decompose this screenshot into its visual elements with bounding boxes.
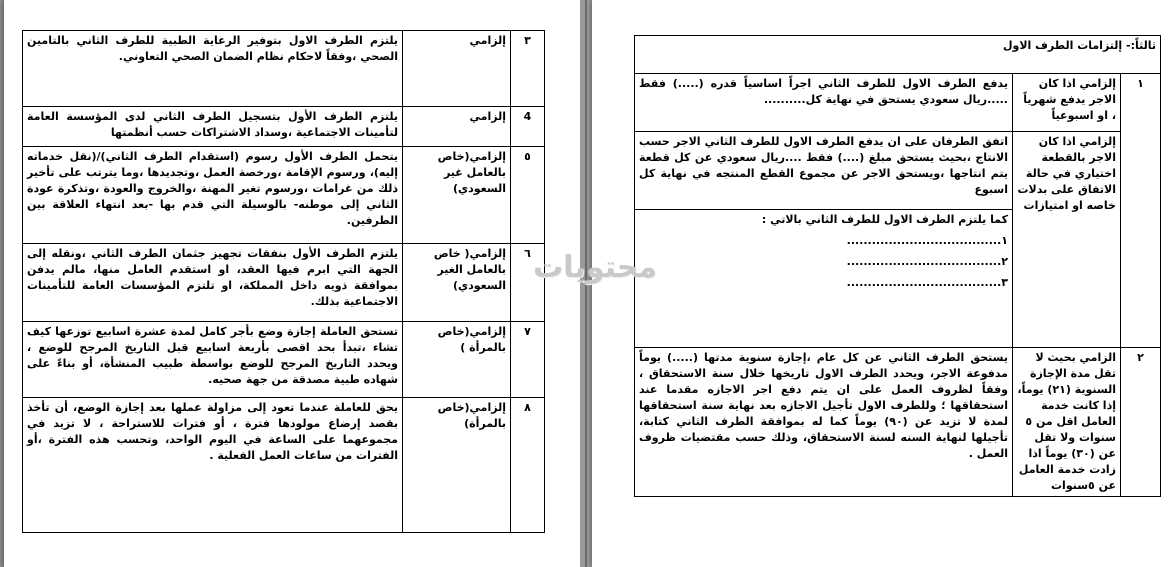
table-row: [23, 322, 545, 398]
section-title: ثالثاً:- إلتزامات الطرف الاول: [635, 36, 1161, 74]
clause-type: الزامي بحيث لا تقل مدة الإجازة السنوية (٢١) يوماً، إذا كانت خدمة العامل اقل من ٥ سنوات ولا تقل عن (٣٠) يوماً اذا زادت خدمة العامل عن ٥سنوات: [1013, 348, 1121, 497]
row-number: ٣: [511, 31, 545, 107]
document-page-left: [4, 0, 580, 567]
clause-type: إلزامي(خاص بالعامل غير السعودي): [403, 147, 511, 244]
clause-type: إلزامي( خاص بالعامل الغير السعودي): [403, 244, 511, 322]
document-page-right: [592, 0, 1175, 567]
row-number: ٧: [511, 322, 545, 398]
clause-text: يستحق الطرف الثاني عن كل عام ،إجازة سنوية مدتها (.....) يوماً مدفوعة الاجر، ويحدد الطرف الاول تاريخها خلال سنة الاستحقاق ، وفقاً لظروف العمل على ان يتم دفع اجر الاجازه مقدما عند استحقاقها ؛ وللطرف الاول تأجيل الاجازه بعد نهاية سنة استحقاقها لمدة لا تزيد عن (٩٠) يوماً كما له بموافقة الطرف الثاني كتابة، تأجيلها لنهاية السنه لسنة الاستحقاق، وذلك حسب مقتضيات ظروف العمل .: [635, 348, 1013, 497]
row-number: ١: [1121, 74, 1161, 348]
table-row: [635, 348, 1161, 497]
row-number: ٢: [1121, 348, 1161, 497]
clause-text: يلتزم الطرف الاول بتوفير الرعاية الطبية للطرف الثاني بالتامين الصحي ،وفقاً لاحكام نظام الضمان الصحي التعاوني.: [23, 31, 403, 107]
clause-text: اتفق الطرفان على ان يدفع الطرف الاول للطرف الثاني الاجر حسب الانتاج ،بحيث يستحق مبلغ (....) فقط ....ريال سعودي عن كل قطعة يتم انتاجها ،ويستحق الاجر عن مجموع القطع المنتجه في نهاية كل اسبوع: [635, 132, 1013, 210]
page-divider: [585, 0, 587, 567]
clause-text: [635, 210, 1013, 348]
watermark-logo: محتويات: [533, 250, 657, 285]
table-row: [635, 132, 1161, 210]
table-row: [635, 74, 1161, 132]
clause-text: يحق للعاملة عندما تعود إلى مزاولة عملها بعد إجازة الوضع، أن تأخذ بقصد إرضاع مولودها فترة ، أو فترات للاستراحة ، لا تزيد في مجموعهما على الساعة في اليوم الواحد، وتحسب هذه الفترة ،أو الفترات من ساعات العمل الفعلية .: [23, 398, 403, 533]
clause-text: يلتزم الطرف الأول بتسجيل الطرف الثاني لدى المؤسسة العامة لتأمينات الاجتماعية ،وسداد الاشتراكات حسب أنظمتها: [23, 107, 403, 147]
row-number: 4: [511, 107, 545, 147]
clause-type-optional: اختياري في حالة الاتفاق على بدلات خاصه او امتيازات: [1017, 167, 1116, 212]
clause-type: إلزامي(خاص بالمرأة ): [403, 322, 511, 398]
obligations-table-right: [634, 35, 1161, 497]
table-row: [23, 244, 545, 322]
clause-type: إلزامي: [403, 107, 511, 147]
table-row: [23, 107, 545, 147]
benefits-intro: كما يلتزم الطرف الاول للطرف الثاني بالاتي :: [761, 213, 1008, 226]
clause-text: يدفع الطرف الاول للطرف الثاني اجراً اساسياً قدره (.....) فقط .....ريال سعودي يستحق في نهاية كل..........: [635, 74, 1013, 132]
row-number: ٦: [511, 244, 545, 322]
list-item: ١.....................................: [846, 234, 1008, 247]
clause-text: يلتزم الطرف الأول بنفقات تجهيز جثمان الطرف الثاني ،ونقله إلى الجهة التي ابرم فيها العقد، او استقدم العامل منها، مالم يدفن بموافقة ذويه داخل المملكة، او تلتزم المؤسسات العامة للتأمينات الاجتماعية بذلك.: [23, 244, 403, 322]
table-row: [23, 147, 545, 244]
clause-type: إلزامي اذا كان الاجر يدفع شهرياً ، او اسبوعياً: [1013, 74, 1121, 132]
section-header-row: [635, 36, 1161, 74]
clause-type: [1013, 132, 1121, 348]
clause-type-piecework: إلزامي اذا كان الاجر بالقطعة: [1038, 135, 1116, 164]
clause-type: إلزامي: [403, 31, 511, 107]
clause-text: يتحمل الطرف الأول رسوم (استقدام الطرف الثاني)/(نقل خدماته إليه)، ورسوم الإقامة ،ورخصة العمل ،وتجديدها ،وما يترتب على تأخير ذلك من غرامات ،ورسوم تغير المهنة ،والخروج والعودة ،وتذكرة عودة الثاني إلى موطنه- بالوسيلة التي قدم بها -بعد انتهاء العلاقة بين الطرفين.: [23, 147, 403, 244]
table-row: [23, 398, 545, 533]
list-item: ٢.....................................: [846, 255, 1008, 268]
row-number: ٥: [511, 147, 545, 244]
row-number: ٨: [511, 398, 545, 533]
list-item: ٣.....................................: [846, 276, 1008, 289]
obligations-table-left: [22, 30, 545, 533]
clause-text: تستحق العاملة إجازة وضع بأجر كامل لمدة عشرة اسابيع توزعها كيف تشاء ،تبدأ بحد اقصى بأربعة اسابيع قبل التاريخ المرجح للوضع ، ويحدد التاريخ المرجح للوضع بواسطة طبيب المنشأة، أو بناءً على شهاده طبية مصدقة من جهة صحيه.: [23, 322, 403, 398]
clause-type: إلزامي(خاص بالمرأة): [403, 398, 511, 533]
table-row: [23, 31, 545, 107]
